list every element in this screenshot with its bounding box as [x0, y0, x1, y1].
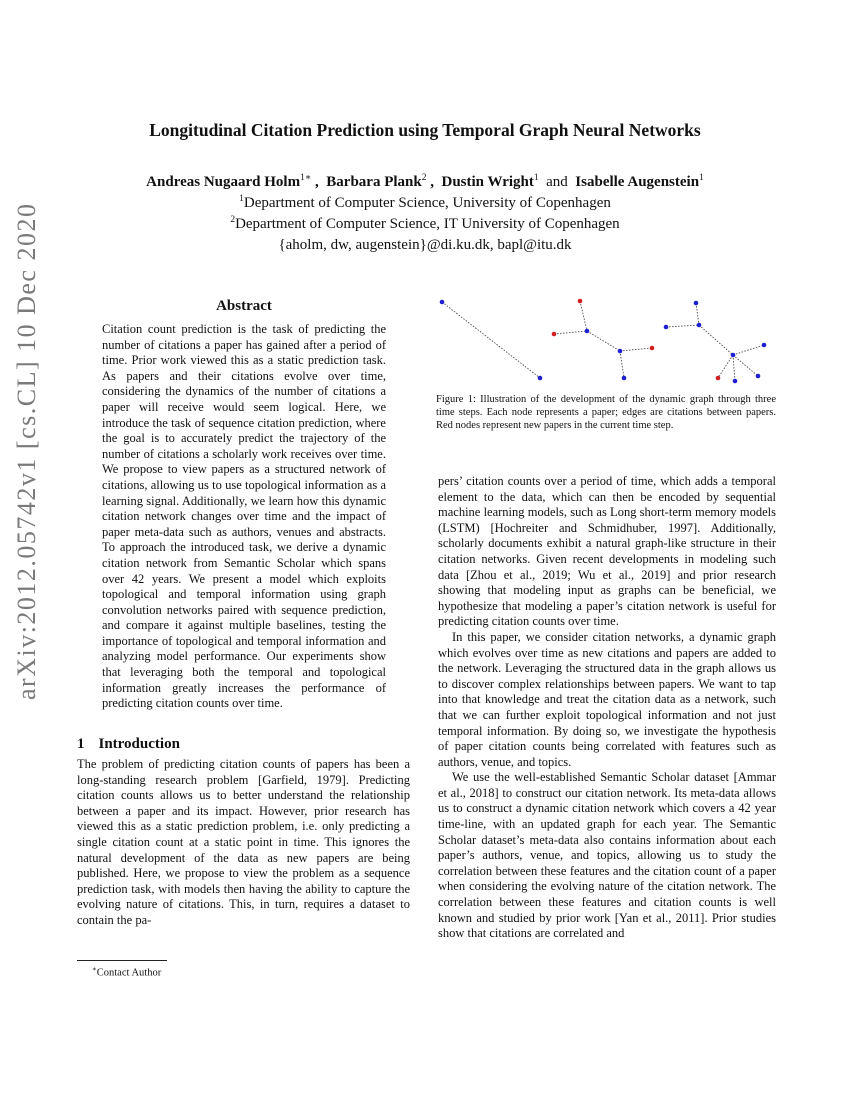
author-affiliation-mark: 1 — [533, 173, 539, 183]
footnote-text: Contact Author — [96, 967, 162, 979]
graph-node — [756, 374, 761, 379]
author-conjunction: and — [546, 174, 568, 190]
author-affiliation-mark: 2 — [421, 173, 427, 183]
graph-node — [440, 300, 445, 305]
paragraph: pers’ citation counts over a period of time, which adds a temporal element to the data, which can then be encoded by sequential machine learning models, such as Long short-term memory models (LSTM) [Hochreiter and Schmidhuber, 1997]. Additionally, scholarly documents exhibit a natural graph-like structure in their citation networks. Given recent developments in modeling such data [Zhou et al., 2019; Wu et al., 2019] and prior research showing that modeling input as graphs can be beneficial, we hypothesize that modeling a paper’s citation network is useful for predicting citation counts over time. — [438, 474, 776, 629]
author-affiliation-mark: 1 — [699, 173, 704, 183]
graph-edge — [554, 331, 587, 334]
graph-edge — [699, 325, 733, 355]
author-emails: {aholm, dw, augenstein}@di.ku.dk, bapl@itu.dk — [278, 237, 572, 253]
abstract-heading: Abstract — [216, 298, 272, 314]
section-title: Introduction — [98, 736, 180, 752]
graph-node — [664, 325, 669, 330]
graph-edge — [666, 325, 699, 327]
graph-edge — [580, 301, 587, 331]
graph-node — [622, 376, 627, 381]
graph-edge — [620, 351, 624, 378]
author-name: Isabelle Augenstein — [575, 174, 700, 190]
graph-edge — [733, 355, 735, 381]
author-name: Andreas Nugaard Holm — [146, 174, 301, 190]
footnote-rule — [77, 960, 167, 961]
graph-node — [733, 379, 738, 384]
section-heading — [77, 736, 180, 753]
graph-node — [731, 353, 736, 358]
affiliation-text: Department of Computer Science, IT University of Copenhagen — [235, 216, 620, 232]
graph-edge — [718, 355, 733, 378]
affiliation — [0, 194, 850, 212]
affiliation — [0, 215, 850, 233]
affiliation-mark: 1 — [239, 194, 244, 204]
author-name: Dustin Wright — [441, 174, 534, 190]
right-column-text — [438, 474, 776, 942]
graph-node — [697, 323, 702, 328]
graph-node — [694, 301, 699, 306]
footnote — [92, 965, 161, 979]
graph-node-new — [650, 346, 655, 351]
graph-edge — [696, 303, 699, 325]
dynamic-graph-illustration — [436, 296, 776, 386]
graph-node — [762, 343, 767, 348]
graph-node — [618, 349, 623, 354]
paragraph: We use the well-established Semantic Scholar dataset [Ammar et al., 2018] to construct our citation network. Its meta-data allows us to construct a dynamic citation network which covers a 42 year time-line, with an updated graph for each year. The Semantic Scholar dataset’s meta-data also contains information about each paper’s authors, venue, and topics, allowing us to study the correlation between these features and the citation count of a paper when considering the evolving nature of the citation network. The correlation between these features and citation counts is well known and studied by prior work [Yan et al., 2011]. Prior studies show that citations are correlated and — [438, 770, 776, 941]
graph-edge — [620, 348, 652, 351]
affiliation-mark: 2 — [230, 215, 236, 225]
footnote-mark: ∗ — [92, 965, 97, 973]
figure-dynamic-graph — [436, 296, 776, 386]
figure-caption: Figure 1: Illustration of the development of the dynamic graph through three time steps. Each node represents a paper; edges are citations between papers. Red nodes represent new papers in the current time step. — [436, 394, 776, 432]
graph-edge — [442, 302, 540, 378]
author-affiliation-mark: 1∗ — [300, 173, 312, 183]
graph-node — [538, 376, 543, 381]
author-name: Barbara Plank — [326, 174, 422, 190]
paragraph: In this paper, we consider citation networks, a dynamic graph which evolves over time as new citations and papers are added to the network. Leveraging the structured data in the graph allows us to discover complex relationships between papers. We want to tap into that knowledge and treat the citation data as a network, such that we can further exploit topological information and not just temporal information. By doing so, we investigate the hypothesis of paper citation counts being correlated with features such as authors, venue, and topics. — [438, 629, 776, 769]
graph-edge — [587, 331, 620, 351]
graph-edge — [733, 355, 758, 376]
paper-title: Longitudinal Citation Prediction using Temporal Graph Neural Networks — [149, 120, 701, 140]
abstract-text: Citation count prediction is the task of predicting the number of citations a paper has gained after a period of time. Prior work viewed this as a static prediction task. As papers and their citations evolve over time, considering the dynamics of the number of citations a paper will receive would seem logical. Here, we introduce the task of sequence citation prediction, where the goal is to accurately predict the trajectory of the number of citations a scholarly work receives over time. We propose to view papers as a structured network of citations, allowing us to use topological information as a learning signal. Additionally, we learn how this dynamic citation network changes over time and the impact of paper meta-data such as authors, venues and abstracts. To approach the introduced task, we derive a dynamic citation network from Semantic Scholar which spans over 42 years. We present a model which exploits topological and temporal information using graph convolution networks paired with sequence prediction, and compare it against multiple baselines, testing the importance of topological and temporal information and analyzing model performance. Our experiments show that leveraging both the temporal and topological information greatly increases the performance of predicting citation counts over time. — [102, 322, 386, 711]
author-list: Andreas Nugaard Holm$^{1∗}$ , Barbara Plank$^2$ , Dustin Wright$^1$ and Isabelle Augenstein$^1$ — [146, 173, 704, 190]
graph-node-new — [716, 376, 721, 381]
graph-node — [585, 329, 590, 334]
arxiv-identifier: arXiv:2012.05742v1 [cs.CL] 10 Dec 2020 — [12, 202, 41, 700]
graph-node-new — [552, 332, 557, 337]
graph-node-new — [578, 299, 583, 304]
graph-edge — [733, 345, 764, 355]
introduction-text: The problem of predicting citation counts of papers has been a long-standing research problem [Garfield, 1979]. Predicting citation counts allows us to better understand the relationship between a paper and its impact. However, prior research has viewed this as a static prediction problem, i.e. only predicting a single citation count at a static point in time. This ignores the natural development of the data as new papers are being published. Here, we propose to view the problem as a sequence prediction task, with models then having the ability to capture the evolving nature of citations. This, in turn, requires a dataset to contain the pa- — [77, 757, 410, 927]
section-number: 1 — [77, 736, 85, 752]
affiliation-text: Department of Computer Science, University of Copenhagen — [243, 195, 611, 211]
